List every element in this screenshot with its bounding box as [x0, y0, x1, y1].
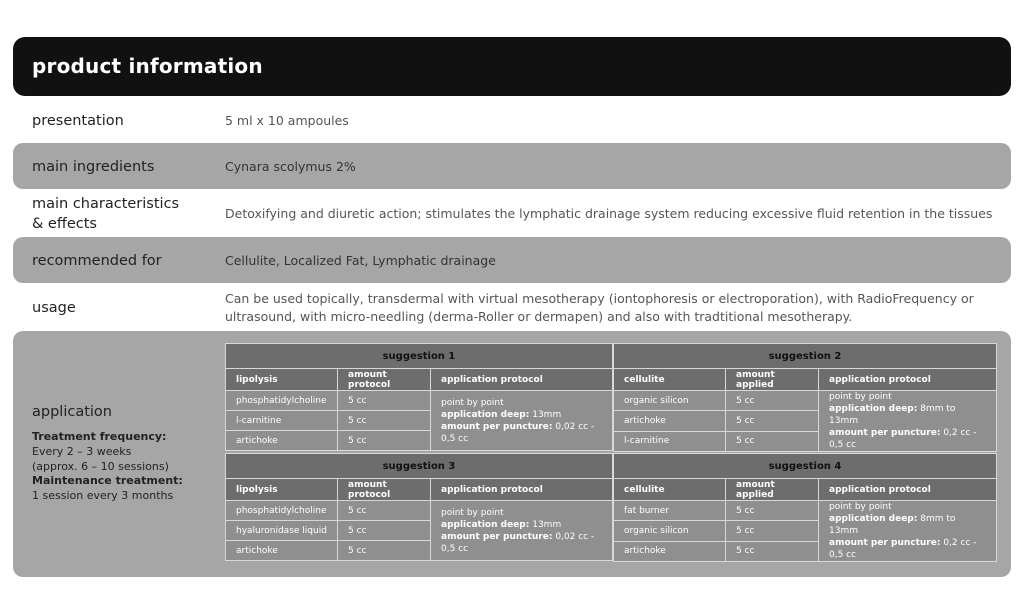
item-amount: 5 cc — [726, 431, 819, 451]
item-amount: 5 cc — [726, 501, 819, 521]
column-header: application protocol — [819, 479, 997, 501]
row-usage — [13, 284, 1011, 330]
header-bar — [13, 37, 1011, 96]
frequency-title: Treatment frequency: — [32, 430, 167, 443]
item-name: l-carnitine — [226, 411, 338, 431]
frequency-line2: (approx. 6 – 10 sessions) — [32, 460, 169, 473]
item-name: artichoke — [226, 541, 338, 561]
suggestion-title: suggestion 2 — [614, 344, 997, 369]
item-name: artichoke — [226, 431, 338, 451]
recommended-value: Cellulite, Localized Fat, Lymphatic drainage — [225, 253, 496, 268]
column-header: application protocol — [819, 369, 997, 391]
item-name: l-carnitine — [614, 431, 726, 451]
item-name: phosphatidylcholine — [226, 391, 338, 411]
maintenance-line: 1 session every 3 months — [32, 489, 174, 502]
column-header: application protocol — [431, 479, 613, 501]
characteristics-label-line2: & effects — [32, 216, 97, 232]
usage-value-line2: ultrasound, with micro-needling (derma-Roller or dermapen) and also with tradtitional mesotherapy. — [225, 309, 853, 324]
item-name: organic silicon — [614, 391, 726, 411]
characteristics-label-line1: main characteristics — [32, 196, 180, 212]
item-amount: 5 cc — [726, 541, 819, 561]
item-amount: 5 cc — [726, 521, 819, 541]
page-title: product information — [32, 54, 263, 78]
suggestion-1-table — [225, 343, 613, 451]
item-amount: 5 cc — [338, 411, 431, 431]
column-header: cellulite — [614, 369, 726, 391]
application-protocol: point by point application deep: 8mm to 13mm amount per puncture: 0,2 cc - 0,5 cc — [819, 501, 997, 562]
row-presentation — [13, 98, 1011, 143]
suggestion-title: suggestion 4 — [614, 454, 997, 479]
row-recommended-for — [13, 237, 1011, 283]
item-name: fat burner — [614, 501, 726, 521]
item-amount: 5 cc — [338, 431, 431, 451]
usage-label: usage — [32, 300, 76, 316]
item-amount: 5 cc — [726, 411, 819, 431]
usage-value-line1: Can be used topically, transdermal with virtual mesotherapy (iontophoresis or electroporation), with RadioFrequency or — [225, 291, 974, 306]
presentation-value: 5 ml x 10 ampoules — [225, 113, 349, 128]
column-header: amount protocol — [338, 369, 431, 391]
row-main-ingredients — [13, 143, 1011, 189]
suggestion-2-table — [613, 343, 997, 452]
item-name: artichoke — [614, 411, 726, 431]
frequency-line1: Every 2 – 3 weeks — [32, 445, 132, 458]
application-protocol: point by point application deep: 8mm to 13mm amount per puncture: 0,2 cc - 0,5 cc — [819, 391, 997, 452]
item-amount: 5 cc — [338, 541, 431, 561]
column-header: cellulite — [614, 479, 726, 501]
application-protocol: point by point application deep: 13mm amount per puncture: 0,02 cc - 0,5 cc — [431, 501, 613, 561]
presentation-label: presentation — [32, 113, 124, 129]
column-header: amount applied — [726, 369, 819, 391]
suggestion-title: suggestion 1 — [226, 344, 613, 369]
suggestion-title: suggestion 3 — [226, 454, 613, 479]
recommended-label: recommended for — [32, 253, 162, 269]
column-header: amount applied — [726, 479, 819, 501]
characteristics-value: Detoxifying and diuretic action; stimulates the lymphatic drainage system reducing excessive fluid retention in the tissues — [225, 206, 993, 221]
column-header: lipolysis — [226, 369, 338, 391]
item-amount: 5 cc — [338, 501, 431, 521]
item-name: organic silicon — [614, 521, 726, 541]
row-characteristics — [13, 190, 1011, 236]
column-header: application protocol — [431, 369, 613, 391]
item-amount: 5 cc — [338, 391, 431, 411]
item-name: phosphatidylcholine — [226, 501, 338, 521]
suggestion-3-table — [225, 453, 613, 561]
ingredients-value: Cynara scolymus 2% — [225, 159, 356, 174]
suggestion-4-table — [613, 453, 997, 562]
item-amount: 5 cc — [726, 391, 819, 411]
column-header: lipolysis — [226, 479, 338, 501]
maintenance-title: Maintenance treatment: — [32, 474, 183, 487]
application-protocol: point by point application deep: 13mm amount per puncture: 0,02 cc - 0,5 cc — [431, 391, 613, 451]
item-name: artichoke — [614, 541, 726, 561]
ingredients-label: main ingredients — [32, 159, 155, 175]
column-header: amount protocol — [338, 479, 431, 501]
application-label: application — [32, 404, 112, 420]
item-name: hyaluronidase liquid — [226, 521, 338, 541]
item-amount: 5 cc — [338, 521, 431, 541]
